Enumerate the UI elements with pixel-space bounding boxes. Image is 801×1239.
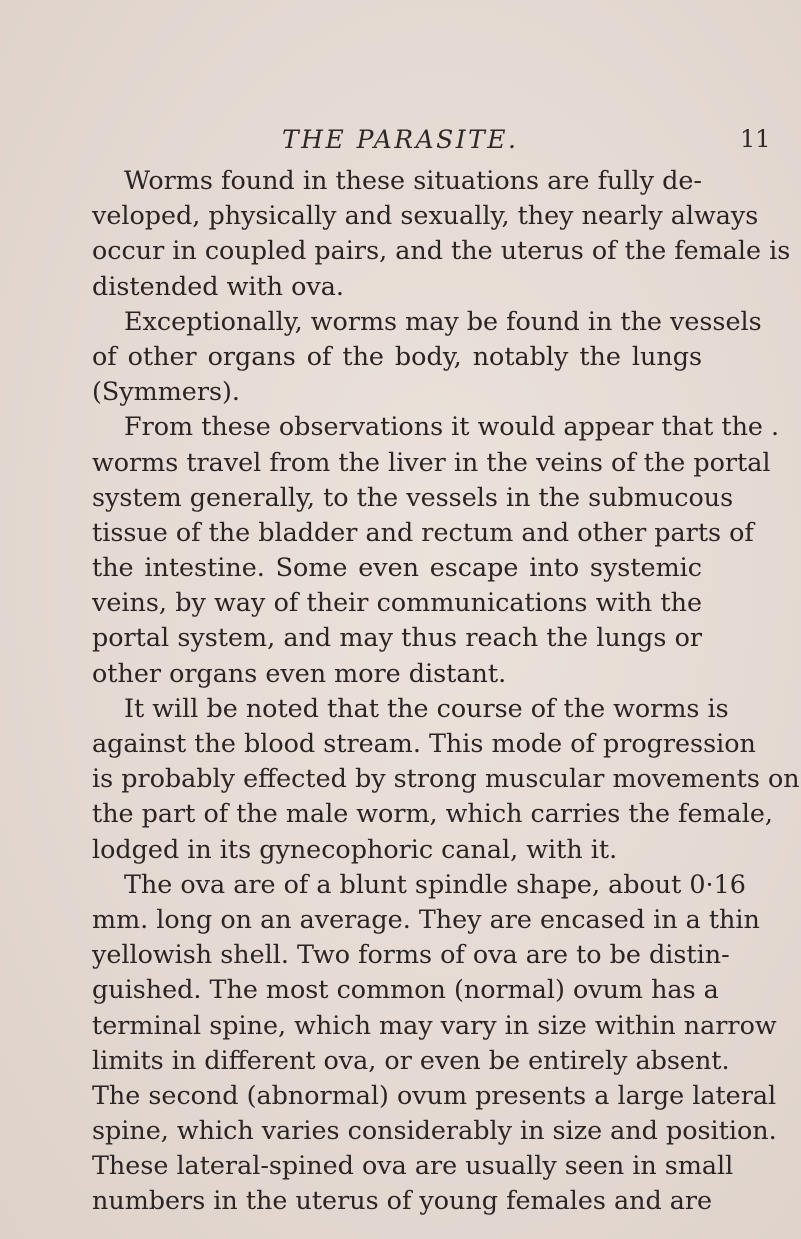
text-line: occur in coupled pairs, and the uterus of the female is [92, 235, 791, 266]
text-line: (Symmers). [92, 376, 240, 407]
text-line: spine, which varies considerably in size and position. [92, 1115, 777, 1146]
text-line: against the blood stream. This mode of progression [92, 728, 756, 758]
text-line: the part of the male worm, which carries the female, [92, 798, 773, 829]
text-line: Exceptionally, worms may be found in the vessels [124, 305, 762, 336]
text-line: lodged in its gynecophoric canal, with it. [92, 833, 618, 864]
text-line: veins, by way of their communications with the [92, 587, 702, 618]
running-title: THE PARASITE. [282, 125, 519, 154]
text-line: The second (abnormal) ovum presents a large lateral [92, 1079, 777, 1110]
text-line: system generally, to the vessels in the submucous [92, 481, 734, 512]
text-line: These lateral-spined ova are usually seen in small [92, 1150, 734, 1181]
text-line: Worms found in these situations are fully de- [124, 165, 702, 195]
text-line: It will be noted that the course of the worms is [124, 692, 729, 723]
text-line: numbers in the uterus of young females and are [92, 1185, 713, 1216]
running-head [0, 125, 801, 161]
text-line: other organs even more distant. [92, 657, 507, 688]
text-line: worms travel from the liver in the veins of the portal [92, 446, 771, 477]
text-line: The ova are of a blunt spindle shape, about 0·16 [124, 868, 746, 899]
text-line: yellowish shell. Two forms of ova are to be distin- [92, 939, 730, 970]
body-text [92, 163, 800, 1219]
text-line: the intestine. Some even escape into systemic [92, 552, 702, 583]
text-line: portal system, and may thus reach the lungs or [92, 622, 702, 653]
text-line: distended with ova. [92, 270, 344, 301]
page-number: 11 [740, 125, 771, 153]
text-line: mm. long on an average. They are encased in a thin [92, 903, 760, 934]
text-line: guished. The most common (normal) ovum has a [92, 974, 719, 1005]
text-line: From these observations it would appear that the . [124, 411, 780, 442]
text-line: limits in different ova, or even be entirely absent. [92, 1044, 730, 1075]
text-line: veloped, physically and sexually, they nearly always [92, 200, 759, 231]
text-line: of other organs of the body, notably the lungs [92, 340, 702, 371]
text-line: terminal spine, which may vary in size within narrow [92, 1009, 777, 1040]
text-line: tissue of the bladder and rectum and other parts of [92, 516, 754, 547]
text-line: is probably effected by strong muscular movements on [92, 763, 800, 794]
